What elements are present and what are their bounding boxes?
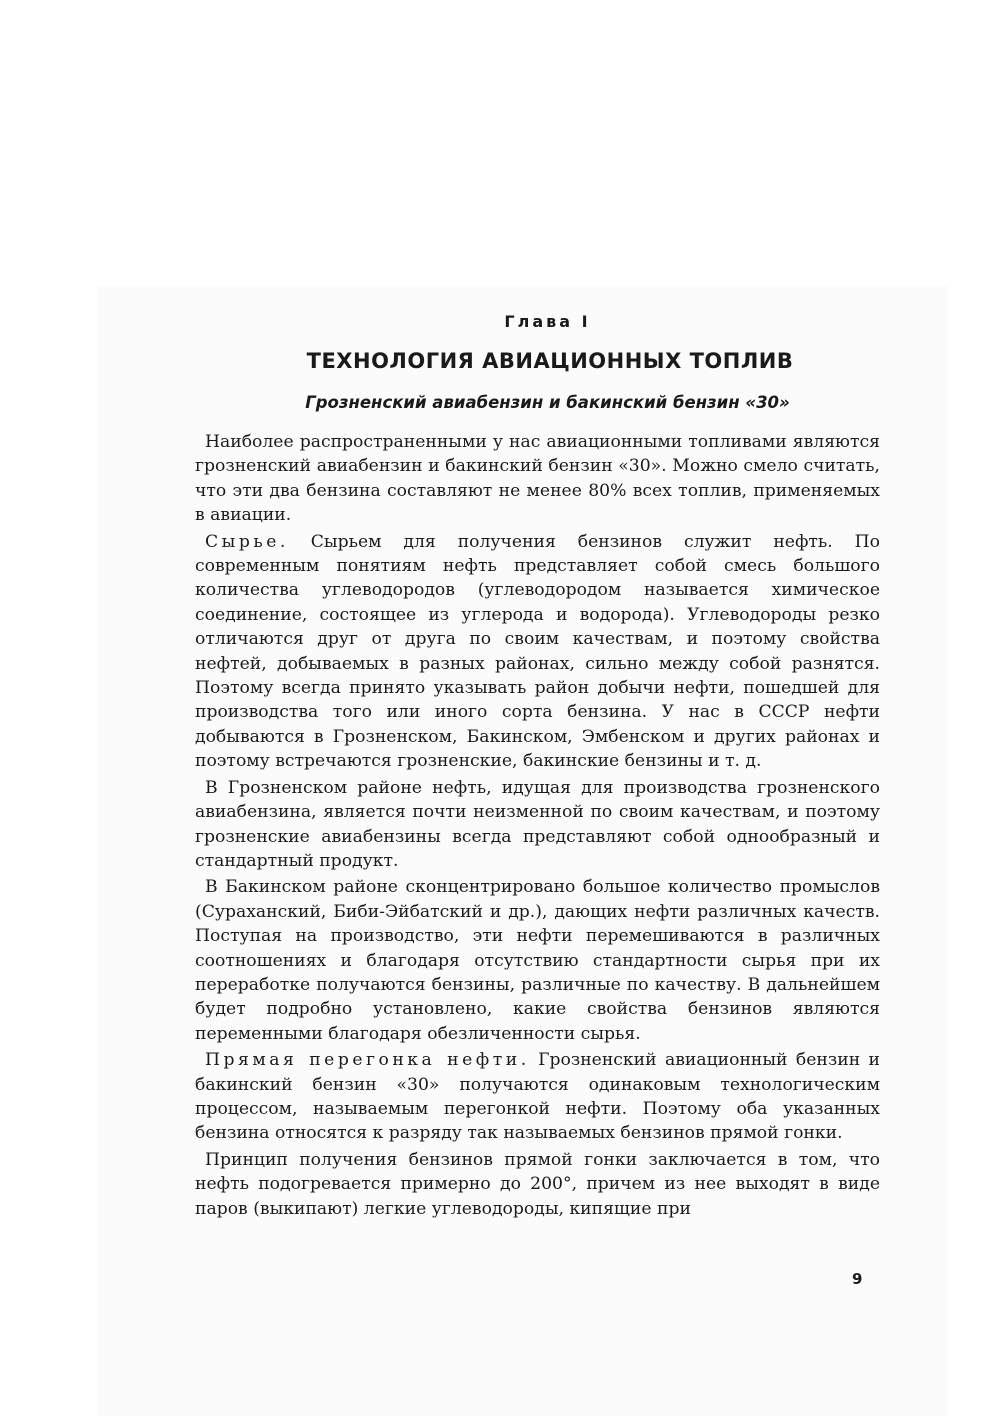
paragraph-6: Принцип получения бензинов прямой гонки заключается в том, что нефть подогревается примерно до 200°, причем из нее выходят в виде паров (выкипают) легкие углеводороды, кипящие при [195,1149,880,1219]
chapter-heading: Глава I [504,312,591,331]
section-subtitle: Грозненский авиабензин и бакинский бензин «30» [305,393,790,412]
chapter-title: ТЕХНОЛОГИЯ АВИАЦИОННЫХ ТОПЛИВ [306,349,794,373]
document-page [195,312,880,1223]
paragraph-5-text: Грозненский авиационный бензин и бакинский бензин «30» получаются одинаковым технологическим процессом, называемым перегонкой нефти. Поэтому оба указанных бензина относятся к разряду так называемых бензинов прямой гонки. [195,1050,881,1144]
paragraph-5 [195,1048,880,1146]
page-number: 9 [852,1270,863,1288]
paragraph-2-text: Сырьем для получения бензинов служит нефть. По современным понятиям нефть представляет собой смесь большого количества углеводородов (углеводородом называется химическое соединение, состоящее из углерода и водорода). Углеводороды резко отличаются друг от друга по своим качествам, и поэтому свойства нефтей, добываемых в разных районах, сильно между собой разнятся. Поэтому всегда принято указывать район добычи нефти, пошедшей для производства того или иного сорта бензина. У нас в СССР нефти добываются в Грозненском, Бакинском, Эмбенском и других районах и поэтому встречаются грозненские, бакинские бензины и т. д. [195,531,880,772]
paragraph-2 [195,530,880,774]
paragraph-2-heading: Сырье. [205,531,289,552]
paragraph-5-heading: Прямая перегонка нефти. [205,1050,530,1071]
paragraph-1: Наиболее распространенными у нас авиационными топливами являются грозненский авиабензин и бакинский бензин «30». Можно смело считать, что эти два бензина составляют не менее 80% всех топлив, применяемых в авиации. [195,432,880,526]
paragraph-3: В Грозненском районе нефть, идущая для производства грозненского авиабензина, является почти неизменной по своим качествам, и поэтому грозненские авиабензины всегда представляют собой однообразный и стандартный продукт. [195,777,880,871]
paragraph-4: В Бакинском районе сконцентрировано большое количество промыслов (Сураханский, Биби-Эйбатский и др.), дающих нефти различных качеств. Поступая на производство, эти нефти перемешиваются в различных соотношениях и благодаря отсутствию стандартности сырья при их переработке получаются бензины, различные по качеству. В дальнейшем будет подробно установлено, какие свойства бензинов являются переменными благодаря обезличенности сырья. [195,877,880,1044]
body-text [195,430,880,1221]
